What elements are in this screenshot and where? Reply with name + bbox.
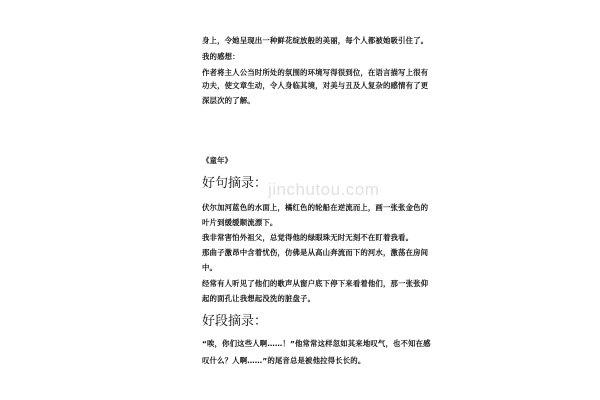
- watermark: jinchutou.com: [268, 180, 380, 199]
- text-line: 功夫，使文章生动，令人身临其境，对美与丑及人复杂的感情有了更: [202, 81, 429, 90]
- sentence-line: 伏尔加河蓝色的水面上，橘红色的轮船在逆流而上，画一张张金色的: [202, 203, 429, 212]
- text-line: 身上，令她呈现出一种鲜花绽放般的美丽，每个人都被她吸引住了。: [202, 36, 429, 45]
- sentence-line: 我非常害怕外祖父，总觉得他的绿眼珠无时无刻不在盯着我看。: [202, 233, 414, 242]
- sentence-line: 叶片到缓缓顺流漂下。: [202, 218, 278, 227]
- sentence-line: 中。: [202, 263, 218, 272]
- text-line: 我的感想：: [202, 52, 240, 61]
- good-sentences-heading: 好句摘录：: [202, 176, 268, 191]
- paragraph-line: “唉，你们这些人啊……！”他常常这样忽如其来地叹气，也不知在感: [202, 339, 431, 348]
- paragraph-line: 叹什么？人啊……”的尾音总是被他拉得长长的。: [202, 356, 366, 365]
- sentence-line: 那曲子激昂中含着忧伤，仿佛是从高山奔流而下的河水，激荡在房间: [202, 248, 429, 257]
- text-line: 深层次的了解。: [202, 96, 255, 105]
- book-title: 《童年》: [202, 156, 233, 165]
- sentence-line: 经常有人听见了他们的歌声从窗户底下停下来看着他们，那一张张仰: [202, 279, 429, 288]
- text-line: 作者将主人公当时所处的氛围的环境写得很到位，在语言描写上很有: [202, 68, 429, 77]
- good-paragraphs-heading: 好段摘录：: [202, 314, 268, 329]
- sentence-line: 起的面孔让我想起没洗的脏盘子。: [202, 294, 316, 303]
